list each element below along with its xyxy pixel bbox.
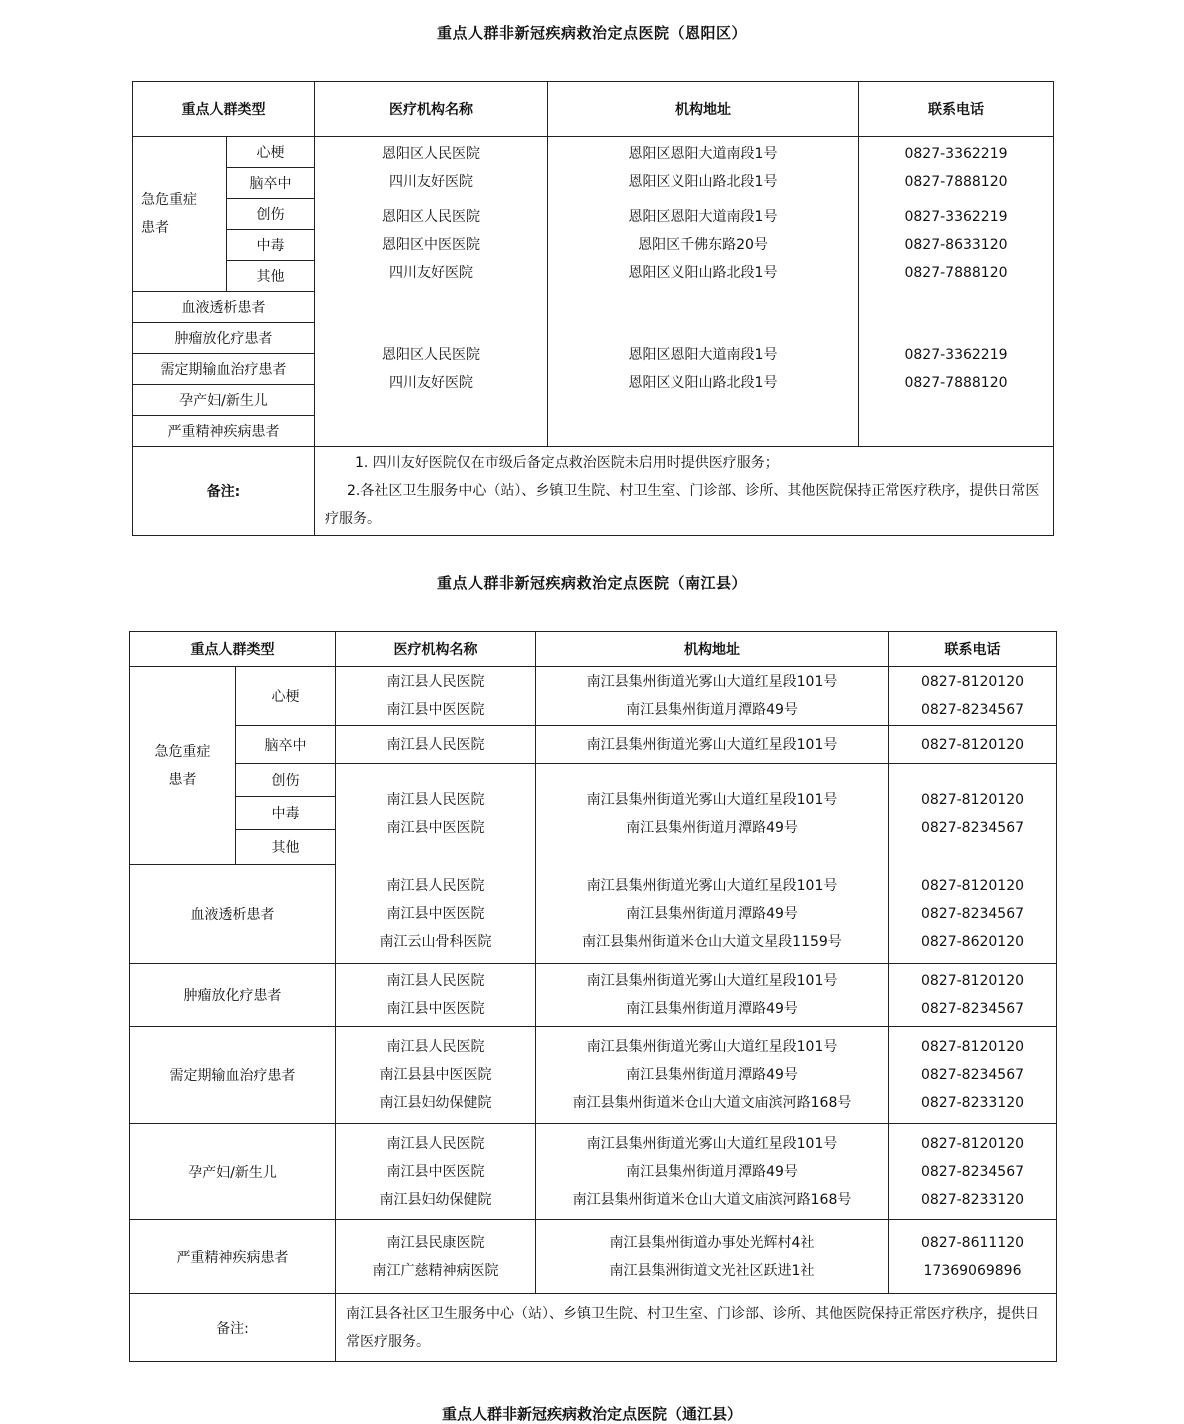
emergency-label: 急危重症 患者	[133, 137, 227, 292]
table1-note: 1. 四川友好医院仅在市级后备定点救治医院未启用时提供医疗服务； 2.各社区卫生服务中心（站）、乡镇卫生院、村卫生室、门诊部、诊所、其他医院保持正常医疗秩序，提供日常医疗服务。	[315, 447, 1054, 536]
block2-names: 恩阳区人民医院 恩阳区中医医院 四川友好医院	[315, 199, 548, 292]
t2-naocuzhong-phones: 0827-8120120	[889, 726, 1057, 764]
table2-title: 重点人群非新冠疾病救治定点医院（南江县）	[436, 574, 747, 592]
table2	[129, 631, 1057, 1362]
t2-sub-xingeng: 心梗	[236, 667, 336, 726]
t2-emergency-label: 急危重症 患者	[130, 667, 236, 865]
table1-note-label: 备注:	[133, 447, 315, 536]
t2-group-shuxue: 需定期输血治疗患者	[130, 1027, 336, 1124]
block1-phones: 0827-3362219 0827-7888120	[859, 137, 1054, 199]
block2-phones: 0827-3362219 0827-8633120 0827-7888120	[859, 199, 1054, 292]
sub-xingeng: 心梗	[227, 137, 315, 168]
t2-shuxue-phones: 0827-8120120 0827-8234567 0827-8233120	[889, 1027, 1057, 1124]
t2-group-zhongliu: 肿瘤放化疗患者	[130, 964, 336, 1027]
header-type: 重点人群类型	[133, 82, 315, 137]
header-name: 医疗机构名称	[315, 82, 548, 137]
t2-jingshen-names: 南江县民康医院 南江广慈精神病医院	[336, 1220, 536, 1294]
t2-yunchanfu-phones: 0827-8120120 0827-8234567 0827-8233120	[889, 1124, 1057, 1220]
block1-addrs: 恩阳区恩阳大道南段1号 恩阳区义阳山路北段1号	[548, 137, 859, 199]
table3-title: 重点人群非新冠疾病救治定点医院（通江县）	[441, 1405, 742, 1423]
t2-naocuzhong-names: 南江县人民医院	[336, 726, 536, 764]
t2-zhongliu-phones: 0827-8120120 0827-8234567	[889, 964, 1057, 1027]
table1-title: 重点人群非新冠疾病救治定点医院（恩阳区）	[436, 24, 747, 42]
t2-group-yunchanfu: 孕产妇/新生儿	[130, 1124, 336, 1220]
group-yunchanfu: 孕产妇/新生儿	[133, 385, 315, 416]
t2-zhongliu-addrs: 南江县集州街道光雾山大道红星段101号 南江县集州街道月潭路49号	[536, 964, 889, 1027]
t2-group-xueye: 血液透析患者	[130, 865, 336, 964]
table2-header-row	[130, 632, 1057, 667]
header-phone: 联系电话	[859, 82, 1054, 137]
t2-header-type: 重点人群类型	[130, 632, 336, 667]
table2-note-label: 备注:	[130, 1294, 336, 1362]
t2-yunchanfu-addrs: 南江县集州街道光雾山大道红星段101号 南江县集州街道月潭路49号 南江县集州街道米仓山大道文庙滨河路168号	[536, 1124, 889, 1220]
t2-naocuzhong-addrs: 南江县集州街道光雾山大道红星段101号	[536, 726, 889, 764]
t2-xueye-names: 南江县人民医院 南江县中医医院 南江云山骨科医院	[336, 865, 536, 964]
t2-header-address: 机构地址	[536, 632, 889, 667]
group-zhongliu: 肿瘤放化疗患者	[133, 323, 315, 354]
block3-phones: 0827-3362219 0827-7888120	[859, 292, 1054, 447]
table2-note: 南江县各社区卫生服务中心（站）、乡镇卫生院、村卫生室、门诊部、诊所、其他医院保持正常医疗秩序，提供日常医疗服务。	[336, 1294, 1057, 1362]
group-jingshen: 严重精神疾病患者	[133, 416, 315, 447]
t2-xingeng-addrs: 南江县集州街道光雾山大道红星段101号 南江县集州街道月潭路49号	[536, 667, 889, 726]
group-shuxue: 需定期输血治疗患者	[133, 354, 315, 385]
t2-jingshen-phones: 0827-8611120 17369069896	[889, 1220, 1057, 1294]
t2-yunchanfu-names: 南江县人民医院 南江县中医医院 南江县妇幼保健院	[336, 1124, 536, 1220]
t2-xingeng-names: 南江县人民医院 南江县中医医院	[336, 667, 536, 726]
table1-header-row	[133, 82, 1054, 137]
t2-chuangshang-addrs: 南江县集州街道光雾山大道红星段101号 南江县集州街道月潭路49号	[536, 764, 889, 865]
sub-chuangshang: 创伤	[227, 199, 315, 230]
sub-qita: 其他	[227, 261, 315, 292]
t2-xueye-addrs: 南江县集州街道光雾山大道红星段101号 南江县集州街道月潭路49号 南江县集州街道米仓山大道文星段1159号	[536, 865, 889, 964]
t2-sub-qita: 其他	[236, 830, 336, 865]
group-xueye: 血液透析患者	[133, 292, 315, 323]
t2-zhongliu-names: 南江县人民医院 南江县中医医院	[336, 964, 536, 1027]
t2-sub-chuangshang: 创伤	[236, 764, 336, 797]
block3-addrs: 恩阳区恩阳大道南段1号 恩阳区义阳山路北段1号	[548, 292, 859, 447]
t2-sub-naocuzhong: 脑卒中	[236, 726, 336, 764]
sub-zhongdu: 中毒	[227, 230, 315, 261]
block3-names: 恩阳区人民医院 四川友好医院	[315, 292, 548, 447]
t2-chuangshang-names: 南江县人民医院 南江县中医医院	[336, 764, 536, 865]
table1	[132, 81, 1054, 536]
t2-shuxue-addrs: 南江县集州街道光雾山大道红星段101号 南江县集州街道月潭路49号 南江县集州街道米仓山大道文庙滨河路168号	[536, 1027, 889, 1124]
t2-group-jingshen: 严重精神疾病患者	[130, 1220, 336, 1294]
t2-jingshen-addrs: 南江县集州街道办事处光辉村4社 南江县集洲街道文光社区跃进1社	[536, 1220, 889, 1294]
block1-names: 恩阳区人民医院 四川友好医院	[315, 137, 548, 199]
t2-header-phone: 联系电话	[889, 632, 1057, 667]
t2-xingeng-phones: 0827-8120120 0827-8234567	[889, 667, 1057, 726]
block2-addrs: 恩阳区恩阳大道南段1号 恩阳区千佛东路20号 恩阳区义阳山路北段1号	[548, 199, 859, 292]
t2-shuxue-names: 南江县人民医院 南江县县中医医院 南江县妇幼保健院	[336, 1027, 536, 1124]
t2-sub-zhongdu: 中毒	[236, 797, 336, 830]
header-address: 机构地址	[548, 82, 859, 137]
t2-xueye-phones: 0827-8120120 0827-8234567 0827-8620120	[889, 865, 1057, 964]
sub-naocuzhong: 脑卒中	[227, 168, 315, 199]
t2-chuangshang-phones: 0827-8120120 0827-8234567	[889, 764, 1057, 865]
t2-header-name: 医疗机构名称	[336, 632, 536, 667]
